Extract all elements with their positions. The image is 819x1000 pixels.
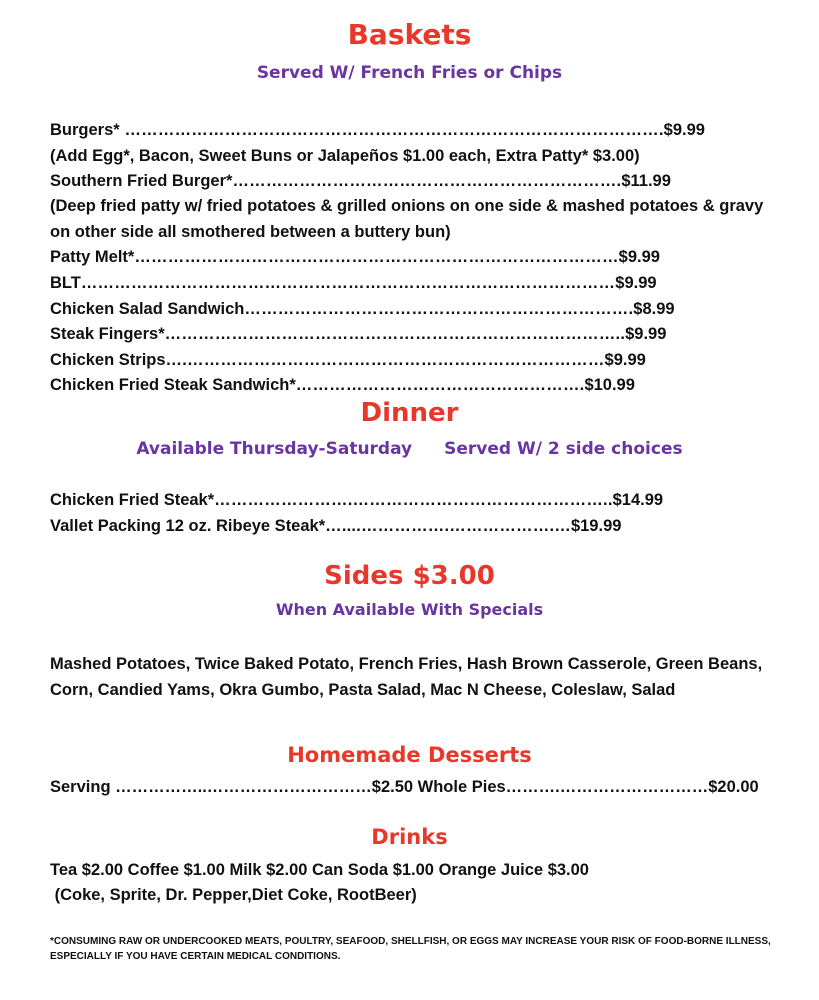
baskets-subtitle: Served W/ French Fries or Chips [256, 63, 563, 83]
drinks-heading: Drinks [371, 825, 448, 849]
menu-item: Southern Fried Burger*…………………………………………………………….$11.99 [50, 172, 671, 190]
sides-heading: Sides $3.00 [324, 561, 495, 591]
menu-item: Vallet Packing 12 oz. Ribeye Steak*…....…………….……………….…$19.99 [50, 517, 622, 535]
desserts-line: Serving ……………..…………………………$2.50 Whole Pies……….………………………$20.00 [50, 778, 759, 796]
menu-item: BLT……………………………………………………………………………………$9.99 [50, 274, 657, 292]
drinks-soda-list: (Coke, Sprite, Dr. Pepper,Diet Coke, RootBeer) [50, 886, 417, 904]
dinner-sides-note: Served W/ 2 side choices [444, 439, 683, 459]
menu-item-note: on other side all smothered between a buttery bun) [50, 223, 451, 241]
menu-item: Chicken Fried Steak*…………………….………………………………………..$14.99 [50, 491, 664, 509]
dinner-subtitle [0, 439, 819, 459]
dinner-heading: Dinner [360, 398, 459, 428]
sides-list-line: Corn, Candied Yams, Okra Gumbo, Pasta Salad, Mac N Cheese, Coleslaw, Salad [50, 681, 676, 699]
desserts-heading: Homemade Desserts [287, 743, 532, 767]
drinks-line: Tea $2.00 Coffee $1.00 Milk $2.00 Can Soda $1.00 Orange Juice $3.00 [50, 861, 589, 879]
sides-subtitle: When Available With Specials [275, 600, 544, 619]
sides-list-line: Mashed Potatoes, Twice Baked Potato, French Fries, Hash Brown Casserole, Green Beans, [50, 655, 763, 673]
menu-item: Patty Melt*……………………………………………………………………………$9.99 [50, 248, 660, 266]
disclaimer-line: ESPECIALLY IF YOU HAVE CERTAIN MEDICAL CONDITIONS. [50, 951, 341, 962]
disclaimer [50, 934, 780, 964]
dinner-availability: Available Thursday-Saturday [136, 439, 413, 459]
disclaimer-line: *CONSUMING RAW OR UNDERCOOKED MEATS, POULTRY, SEAFOOD, SHELLFISH, OR EGGS MAY INCREASE YOUR RISK OF FOOD-BORNE ILLNESS, [50, 936, 771, 947]
menu-item: Chicken Salad Sandwich…………………………………………………………….$8.99 [50, 300, 675, 318]
menu-item: Burgers* …………………………………………………………………………………….$9.99 [50, 121, 705, 139]
menu-item: Chicken Fried Steak Sandwich*…………………………………………….$10.99 [50, 376, 635, 394]
menu-item: Steak Fingers*………………………………………………………………………..$9.99 [50, 325, 667, 343]
menu-item: Chicken Strips….…………………………………………………………………$9.99 [50, 351, 646, 369]
menu-item-note: (Deep fried patty w/ fried potatoes & grilled onions on one side & mashed potatoes & gravy [50, 197, 764, 215]
baskets-heading: Baskets [347, 18, 472, 51]
menu-item-note: (Add Egg*, Bacon, Sweet Buns or Jalapeños $1.00 each, Extra Patty* $3.00) [50, 147, 640, 165]
